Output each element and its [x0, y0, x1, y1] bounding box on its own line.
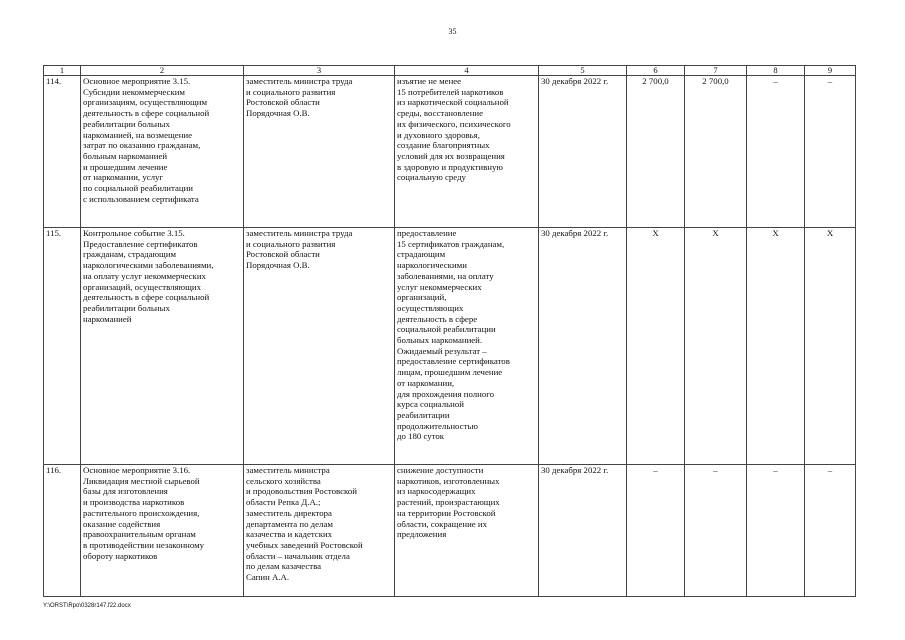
measure-cell: Основное мероприятие 3.15. Субсидии некоммерческим организациям, осуществляющим деятельность в сфере социальной реабилитации больных наркоманией, на возмещение затрат по оказанию гражданам, больным наркоманией и прошедшим лечение от наркомании, услуг по социальной реабилитации с использованием сертификата	[81, 76, 244, 228]
date-cell: 30 декабря 2022 г.	[539, 76, 627, 228]
value-cell-6: –	[627, 465, 685, 597]
value-cell-6: Х	[627, 228, 685, 465]
column-header: 9	[805, 66, 856, 76]
value-cell-7: –	[685, 465, 747, 597]
result-cell: изъятие не менее 15 потребителей наркотиков из наркотической социальной среды, восстановление их физического, психического и духовного здоровья, создание благоприятных условий для их возвращения в здоровую и продуктивную социальную среду	[395, 76, 539, 228]
column-header: 8	[747, 66, 805, 76]
result-cell: снижение доступности наркотиков, изготовленных из наркосодержащих растений, произрастающих на территории Ростовской области, сокращение их предложения	[395, 465, 539, 597]
table-row	[44, 228, 856, 465]
column-header: 5	[539, 66, 627, 76]
value-cell-8: –	[747, 76, 805, 228]
page-number: 35	[448, 27, 457, 36]
program-table	[43, 65, 856, 597]
column-header: 7	[685, 66, 747, 76]
value-cell-8: Х	[747, 228, 805, 465]
table-row	[44, 465, 856, 597]
table-row	[44, 76, 856, 228]
row-number: 114.	[44, 76, 81, 228]
value-cell-9: –	[805, 76, 856, 228]
column-header: 1	[44, 66, 81, 76]
column-header: 6	[627, 66, 685, 76]
header-row	[44, 66, 856, 76]
date-cell: 30 декабря 2022 г.	[539, 465, 627, 597]
responsible-cell: заместитель министра труда и социального развития Ростовской области Порядочная О.В.	[244, 76, 395, 228]
column-header: 2	[81, 66, 244, 76]
file-path-footer: Y:\ORST\Rpo\0328r147.f22.docx	[43, 603, 131, 609]
value-cell-8: –	[747, 465, 805, 597]
responsible-cell: заместитель министра труда и социального развития Ростовской области Порядочная О.В.	[244, 228, 395, 465]
result-cell: предоставление 15 сертификатов гражданам, страдающим наркологическими заболеваниями, на оплату услуг некоммерческих организаций, осуществляющих деятельность в сфере социальной реабилитации больных наркоманией. Ожидаемый результат – предоставление сертификатов лицам, прошедшим лечение от наркомании, для прохождения полного курса социальной реабилитации продолжительностью до 180 суток	[395, 228, 539, 465]
column-header: 4	[395, 66, 539, 76]
column-header: 3	[244, 66, 395, 76]
measure-cell: Основное мероприятие 3.16. Ликвидация местной сырьевой базы для изготовления и производства наркотиков растительного происхождения, оказание содействия правоохранительным органам в противодействии незаконному обороту наркотиков	[81, 465, 244, 597]
measure-cell: Контрольное событие 3.15. Предоставление сертификатов гражданам, страдающим наркологическими заболеваниями, на оплату услуг некоммерческих организаций, осуществляющих деятельность в сфере социальной реабилитации больных наркоманией	[81, 228, 244, 465]
value-cell-7: Х	[685, 228, 747, 465]
responsible-cell: заместитель министра сельского хозяйства и продовольствия Ростовской области Репка Д.А.; заместитель директора департамента по делам казачества и кадетских учебных заведений Ростовской области – начальник отдела по делам казачества Сапин А.А.	[244, 465, 395, 597]
row-number: 116.	[44, 465, 81, 597]
date-cell: 30 декабря 2022 г.	[539, 228, 627, 465]
row-number: 115.	[44, 228, 81, 465]
value-cell-7: 2 700,0	[685, 76, 747, 228]
value-cell-6: 2 700,0	[627, 76, 685, 228]
value-cell-9: Х	[805, 228, 856, 465]
value-cell-9: –	[805, 465, 856, 597]
